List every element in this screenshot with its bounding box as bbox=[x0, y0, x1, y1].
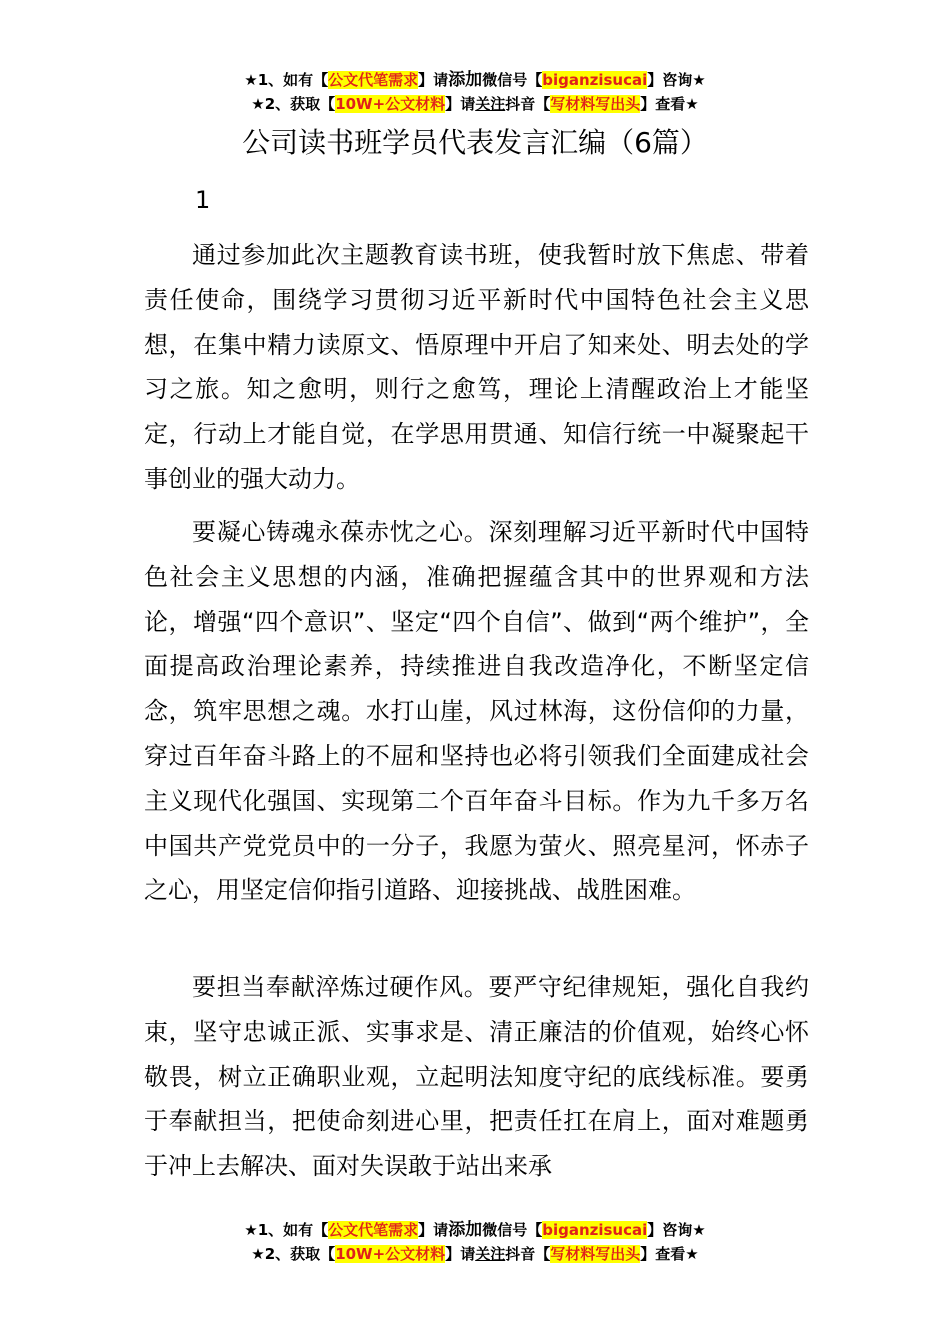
banner-line-1: ★1、如有【公文代笔需求】请添加微信号【biganzisucai】咨询★ bbox=[244, 70, 706, 90]
service-highlight: 公文代笔需求 bbox=[328, 1221, 419, 1239]
paragraph-2: 要凝心铸魂永葆赤忱之心。深刻理解习近平新时代中国特色社会主义思想的内涵，准确把握蕴含其中的世界观和方法论，增强“四个意识”、坚定“四个自信”、做到“两个维护”，全面提高政治理论素养，持续推进自我改造净化，不断坚定信念，筑牢思想之魂。水打山崖，风过林海，这份信仰的力量，穿过百年奋斗路上的不屈和坚持也必将引领我们全面建成社会主义现代化强国、实现第二个百年奋斗目标。作为九千多万名中国共产党党员中的一分子，我愿为萤火、照亮星河，怀赤子之心，用坚定信仰指引道路、迎接挑战、战胜困难。 bbox=[144, 518, 809, 905]
top-banner bbox=[0, 68, 950, 116]
paragraph-1: 通过参加此次主题教育读书班，使我暂时放下焦虑、带着责任使命，围绕学习贯彻习近平新时代中国特色社会主义思想，在集中精力读原文、悟原理中开启了知来处、明去处的学习之旅。知之愈明，则行之愈笃，理论上清醒政治上才能坚定，行动上才能自觉，在学思用贯通、知信行统一中凝聚起干事创业的强大动力。 bbox=[144, 241, 809, 493]
banner-line-2: ★2、获取【10W+公文材料】请关注抖音【写材料写出头】查看★ bbox=[251, 1245, 699, 1263]
paragraph-3: 要担当奉献淬炼过硬作风。要严守纪律规矩，强化自我约束，坚守忠诚正派、实事求是、清正廉洁的价值观，始终心怀敬畏，树立正确职业观，立起明法知度守纪的底线标准。要勇于奉献担当，把使命刻进心里，把责任扛在肩上，面对难题勇于冲上去解决、面对失误敢于站出来承 bbox=[144, 973, 809, 1181]
materials-highlight: 10W+公文材料 bbox=[335, 95, 446, 113]
service-highlight: 公文代笔需求 bbox=[328, 71, 419, 89]
document-title: 公司读书班学员代表发言汇编（6篇） bbox=[242, 126, 708, 159]
bottom-banner bbox=[0, 1218, 950, 1266]
douyin-account: 写材料写出头 bbox=[550, 1245, 641, 1263]
materials-highlight: 10W+公文材料 bbox=[335, 1245, 446, 1263]
banner-line-2: ★2、获取【10W+公文材料】请关注抖音【写材料写出头】查看★ bbox=[251, 95, 699, 113]
banner-line-1: ★1、如有【公文代笔需求】请添加微信号【biganzisucai】咨询★ bbox=[244, 1220, 706, 1240]
section-number: 1 bbox=[195, 186, 211, 214]
wechat-id: biganzisucai bbox=[542, 71, 648, 89]
wechat-id: biganzisucai bbox=[542, 1221, 648, 1239]
douyin-account: 写材料写出头 bbox=[550, 95, 641, 113]
